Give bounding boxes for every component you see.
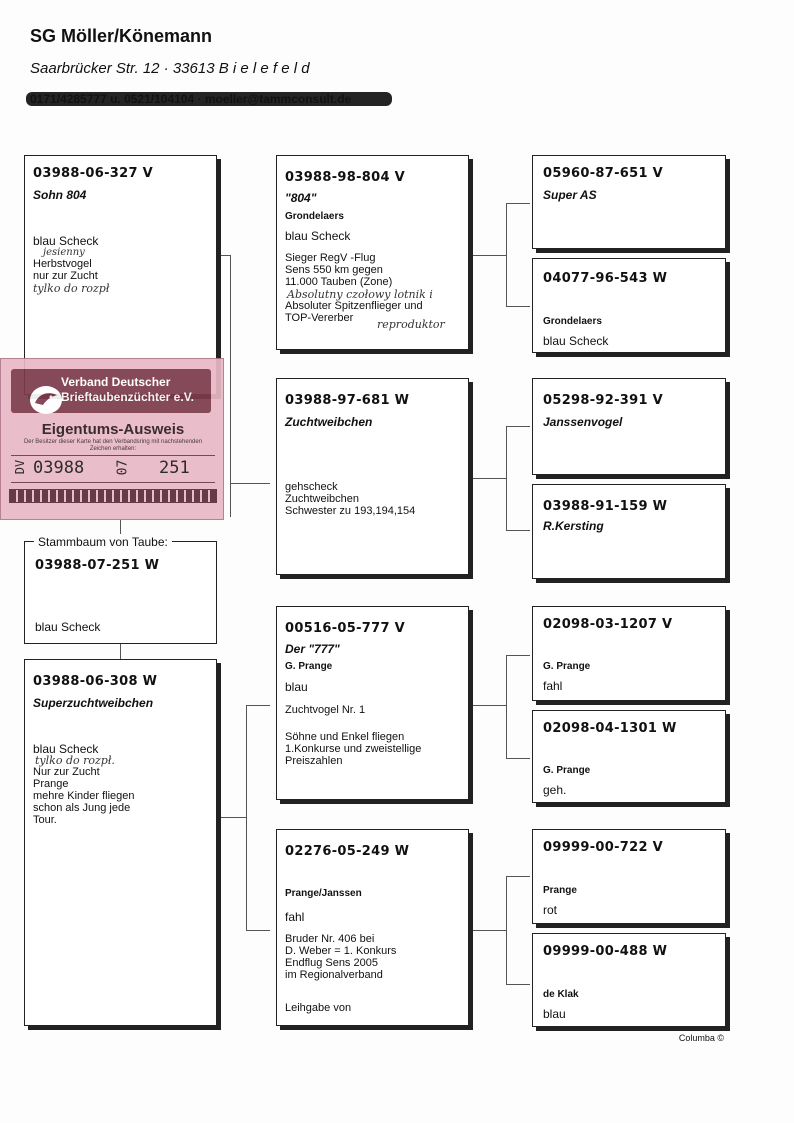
- great-grandparent-box: [532, 710, 726, 803]
- bird-color: blau Scheck: [285, 229, 351, 243]
- connector: [216, 255, 230, 256]
- connector: [120, 643, 121, 659]
- bird-color: blau: [543, 1007, 566, 1021]
- great-grandparent-box: [532, 606, 726, 701]
- connector: [120, 520, 121, 534]
- bird-name: Der "777": [285, 642, 340, 656]
- ring-number: 03988-91-159 W: [543, 499, 668, 514]
- ring-number: 09999-00-488 W: [543, 944, 668, 959]
- bird-color: blau: [285, 680, 308, 694]
- bird-name: R.Kersting: [543, 519, 604, 533]
- bird-name: Super AS: [543, 188, 597, 202]
- ring-number: 03988-06-308 W: [33, 674, 158, 689]
- redaction-scribble: [26, 92, 392, 106]
- connector: [506, 530, 530, 531]
- ring-number: 02276-05-249 W: [285, 844, 410, 859]
- handwritten-note: tylko do rozpł: [33, 282, 110, 295]
- bird-note: Sieger RegV -Flug Sens 550 km gegen 11.000 Tauben (Zone): [285, 252, 393, 288]
- bird-name: Sohn 804: [33, 188, 87, 202]
- connector: [506, 876, 530, 877]
- bird-color: fahl: [285, 910, 305, 924]
- connector: [506, 876, 507, 984]
- card-ring-number: [11, 455, 215, 483]
- handwritten-note: jesienny: [43, 247, 85, 258]
- connector: [506, 426, 530, 427]
- breeder-name: Grondelaers: [543, 316, 602, 327]
- bird-note: Nur zur Zucht Prange mehre Kinder fliegen schon als Jung jede Tour.: [33, 766, 135, 826]
- breeder-name: G. Prange: [285, 661, 333, 672]
- granddam-paternal-box: [276, 378, 469, 575]
- connector: [230, 483, 270, 484]
- handwritten-note: tylko do rozpł.: [35, 754, 115, 767]
- great-grandparent-box: [532, 258, 726, 353]
- connector: [468, 255, 506, 256]
- bird-color: blau Scheck: [543, 334, 609, 348]
- ring-number: 02098-04-1301 W: [543, 721, 677, 736]
- bird-color: blau Scheck: [33, 234, 99, 248]
- bird-name: Superzuchtweibchen: [33, 696, 154, 710]
- connector: [468, 930, 506, 931]
- ring-number: 03988-97-681 W: [285, 393, 410, 408]
- handwritten-note: Absolutny czołowy lotnik i: [287, 288, 433, 301]
- connector: [506, 203, 530, 204]
- great-grandparent-box: [532, 155, 726, 249]
- breeder-name: Prange/Janssen: [285, 888, 362, 899]
- bird-note: Absoluter Spitzenflieger und TOP-Vererber: [285, 300, 423, 324]
- connector: [468, 705, 506, 706]
- great-grandparent-box: [532, 378, 726, 475]
- bird-color: fahl: [543, 679, 563, 693]
- ring-number: 04077-96-543 W: [543, 271, 668, 286]
- ownership-card: [0, 358, 224, 520]
- breeder-name: Grondelaers: [285, 211, 344, 222]
- card-title: Eigentums-Ausweis: [41, 421, 185, 438]
- ring-number: 03988-06-327 V: [33, 166, 154, 181]
- connector: [216, 817, 246, 818]
- granddam-maternal-box: [276, 829, 469, 1026]
- card-club: 03988: [33, 458, 85, 478]
- breeder-name: Prange: [543, 885, 577, 896]
- connector: [506, 203, 507, 306]
- ring-number: 02098-03-1207 V: [543, 617, 673, 632]
- breeder-name: G. Prange: [543, 765, 591, 776]
- mother-box: [24, 659, 217, 1026]
- connector: [506, 655, 507, 758]
- card-pattern-strip: [9, 489, 217, 503]
- breeder-address: Saarbrücker Str. 12 · 33613 B i e l e f e l d: [30, 60, 310, 77]
- connector: [506, 306, 530, 307]
- bird-note: Herbstvogel nur zur Zucht: [33, 258, 98, 282]
- ring-number: 00516-05-777 V: [285, 621, 406, 636]
- bird-note: Zuchtvogel Nr. 1: [285, 704, 366, 716]
- great-grandparent-box: [532, 933, 726, 1027]
- bird-note: gehscheck Zuchtweibchen Schwester zu 193,194,154: [285, 481, 416, 517]
- great-grandparent-box: [532, 829, 726, 924]
- connector: [246, 705, 247, 930]
- great-grandparent-box: [532, 484, 726, 579]
- bird-color: blau Scheck: [33, 742, 99, 756]
- connector: [230, 255, 231, 517]
- ring-number: 05298-92-391 V: [543, 393, 664, 408]
- grandsire-maternal-box: [276, 606, 469, 800]
- bird-note: Leihgabe von: [285, 1002, 352, 1014]
- footer-credit: Columba ©: [678, 1033, 724, 1043]
- bird-color: geh.: [543, 783, 567, 797]
- bird-name: Zuchtweibchen: [285, 415, 373, 429]
- bird-color: rot: [543, 903, 558, 917]
- ring-number: 03988-98-804 V: [285, 170, 406, 185]
- pedigree-label: Stammbaum von Taube:: [34, 535, 172, 549]
- connector: [506, 426, 507, 530]
- pigeon-logo-icon: [29, 385, 63, 415]
- connector: [246, 930, 270, 931]
- connector: [506, 758, 530, 759]
- bird-note: Söhne und Enkel fliegen 1.Konkurse und zweistellige Preiszahlen: [285, 731, 422, 767]
- bird-name: Janssenvogel: [543, 415, 623, 429]
- card-year: 07: [115, 459, 131, 476]
- handwritten-note: reproduktor: [377, 318, 445, 331]
- breeder-name: G. Prange: [543, 661, 591, 672]
- breeder-name: de Klak: [543, 989, 579, 1000]
- grandsire-paternal-box: [276, 155, 469, 350]
- ring-number: 03988-07-251 W: [35, 558, 160, 573]
- breeder-title: SG Möller/Könemann: [30, 26, 213, 46]
- ring-number: 05960-87-651 V: [543, 166, 664, 181]
- connector: [506, 655, 530, 656]
- card-prefix: DV: [13, 459, 28, 475]
- card-organization: Verband Deutscher Brieftaubenzüchter e.V.: [61, 375, 194, 404]
- connector: [468, 478, 506, 479]
- connector: [246, 705, 270, 706]
- connector: [506, 984, 530, 985]
- bird-name: "804": [285, 191, 317, 205]
- card-subtitle: Der Besitzer dieser Karte hat den Verbandsring mit nachstehenden Zeichen erhalten:: [23, 439, 203, 452]
- subject-box: [24, 541, 217, 644]
- ring-number: 09999-00-722 V: [543, 840, 664, 855]
- bird-color: blau Scheck: [35, 620, 101, 634]
- bird-note: Bruder Nr. 406 bei D. Weber = 1. Konkurs Endflug Sens 2005 im Regionalverband: [285, 933, 397, 981]
- card-number: 251: [159, 458, 190, 478]
